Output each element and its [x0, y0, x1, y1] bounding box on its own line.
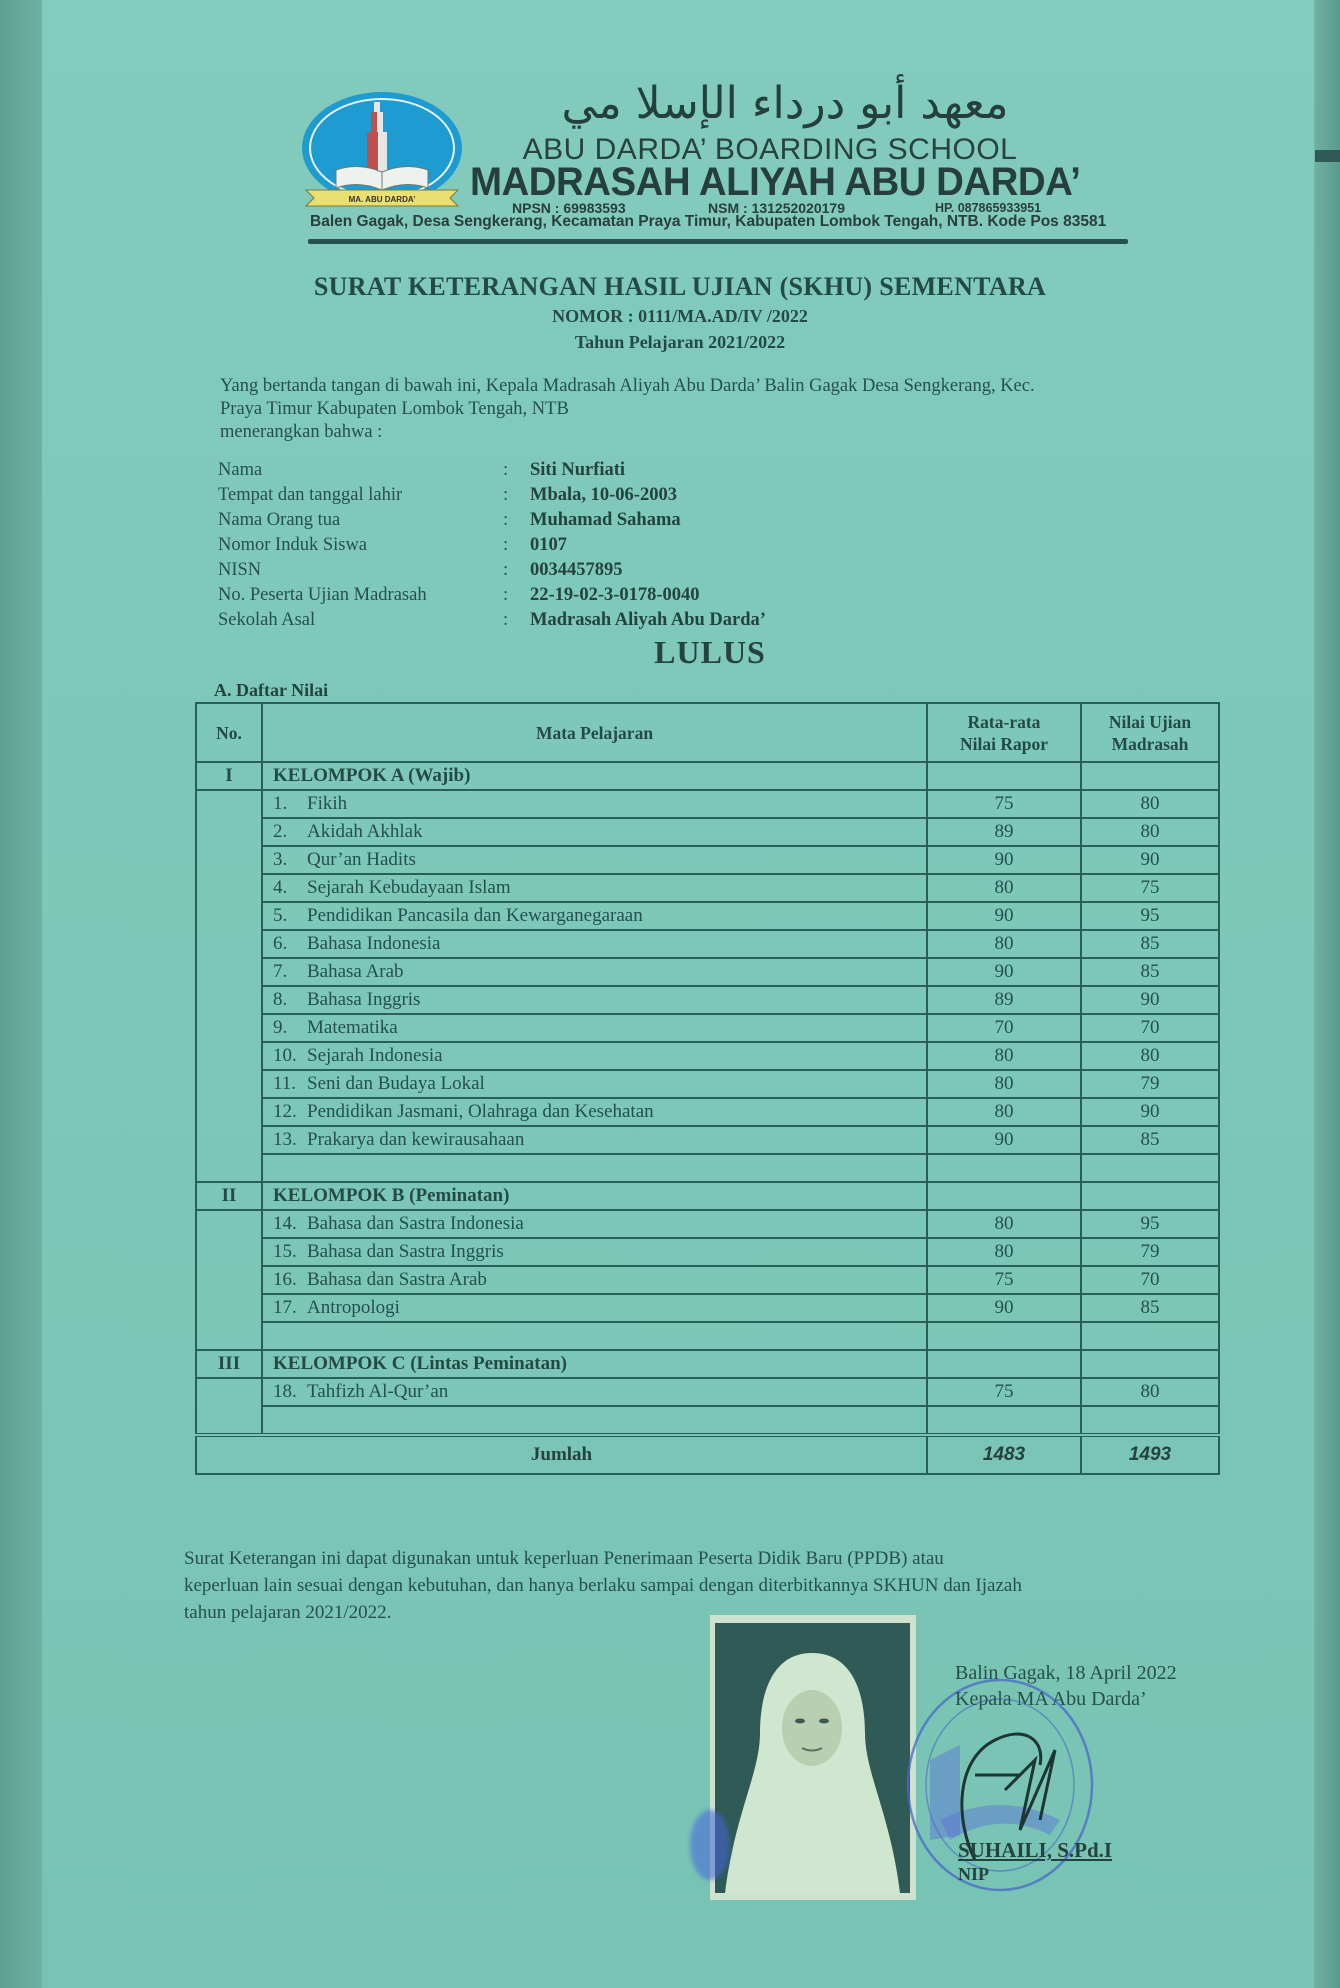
rapor-score: 89: [927, 986, 1081, 1014]
subject-cell: [262, 1042, 927, 1070]
note-line: tahun pelajaran 2021/2022.: [184, 1602, 392, 1623]
subject-cell: [262, 1098, 927, 1126]
subject-name: Pendidikan Jasmani, Olahraga dan Kesehatan: [307, 1101, 654, 1122]
subject-number: 9.: [273, 1017, 288, 1038]
subject-cell: [262, 1014, 927, 1042]
empty-cell: [927, 1406, 1081, 1435]
rapor-score: 89: [927, 818, 1081, 846]
empty-row: [196, 1154, 1219, 1182]
identity-value: 22-19-02-3-0178-0040: [530, 585, 700, 605]
ujian-score: 85: [1081, 1126, 1219, 1154]
identity-label: Tempat dan tanggal lahir: [218, 485, 403, 505]
empty-cell: [1081, 1154, 1219, 1182]
academic-year: Tahun Pelajaran 2021/2022: [574, 332, 786, 352]
letterhead-divider: [308, 239, 1128, 244]
subject-name: Qur’an Hadits: [307, 849, 416, 870]
ujian-score: 70: [1081, 1014, 1219, 1042]
document-number: NOMOR : 0111/MA.AD/IV /2022: [552, 306, 808, 326]
subject-name: Matematika: [307, 1017, 398, 1038]
empty-cell: [1081, 1322, 1219, 1350]
subject-number: 17.: [273, 1297, 297, 1318]
identity-label: Nama Orang tua: [218, 510, 341, 530]
subject-name: Sejarah Kebudayaan Islam: [307, 877, 511, 898]
header-ujian-line1: Nilai Ujian: [1108, 711, 1192, 732]
subject-name: Sejarah Indonesia: [307, 1045, 443, 1066]
subject-number: 2.: [273, 821, 288, 842]
intro-paragraph: [220, 375, 1180, 444]
colon: :: [503, 485, 509, 505]
table-row: [196, 818, 1219, 846]
ujian-score: 80: [1081, 790, 1219, 818]
subject-name: Akidah Akhlak: [307, 821, 423, 842]
subject-cell: [262, 1238, 927, 1266]
empty-row: [196, 1322, 1219, 1350]
document-title: SURAT KETERANGAN HASIL UJIAN (SKHU) SEMENTARA: [313, 272, 1047, 301]
table-row: [196, 790, 1219, 818]
subject-number: 13.: [273, 1129, 297, 1150]
subject-number: 1.: [273, 793, 288, 814]
subject-name: Prakarya dan kewirausahaan: [307, 1129, 525, 1150]
colon: :: [503, 560, 509, 580]
identity-value: 0107: [530, 535, 567, 555]
empty-cell: [927, 1154, 1081, 1182]
usage-note: [184, 1545, 1204, 1626]
rapor-score: 75: [927, 790, 1081, 818]
ujian-score: 90: [1081, 986, 1219, 1014]
rapor-score: 75: [927, 1266, 1081, 1294]
ujian-score: 80: [1081, 1042, 1219, 1070]
background-left: [0, 0, 45, 1988]
graduation-status: LULUS: [654, 634, 766, 670]
signer-nip: NIP: [958, 1864, 989, 1884]
group-span-cell: [196, 790, 262, 1182]
rapor-score: 90: [927, 1126, 1081, 1154]
header-ujian: [1081, 703, 1219, 762]
subject-name: Antropologi: [307, 1297, 400, 1318]
header-subject: Mata Pelajaran: [262, 703, 927, 762]
subject-number: 8.: [273, 989, 288, 1010]
subject-cell: [262, 846, 927, 874]
ujian-score: 79: [1081, 1070, 1219, 1098]
rapor-score: 90: [927, 1294, 1081, 1322]
table-row: [196, 846, 1219, 874]
colon: :: [503, 610, 509, 630]
table-row: [196, 1378, 1219, 1406]
place-date: Balin Gagak, 18 April 2022: [955, 1662, 1177, 1684]
identity-value: Muhamad Sahama: [530, 510, 681, 530]
subject-number: 10.: [273, 1045, 297, 1066]
empty-cell: [262, 1154, 927, 1182]
subject-name: Tahfizh Al-Qur’an: [307, 1381, 449, 1402]
subject-number: 12.: [273, 1101, 297, 1122]
rapor-score: 80: [927, 930, 1081, 958]
ujian-score: 90: [1081, 1098, 1219, 1126]
colon: :: [503, 585, 509, 605]
subject-number: 15.: [273, 1241, 297, 1262]
total-rapor: 1483: [927, 1435, 1081, 1474]
group-rapor-empty: [927, 762, 1081, 790]
ujian-score: 79: [1081, 1238, 1219, 1266]
table-row: [196, 1070, 1219, 1098]
table-row: [196, 1014, 1219, 1042]
table-row: [196, 874, 1219, 902]
header-rapor-line2: Nilai Rapor: [960, 733, 1048, 754]
background-right: [1315, 0, 1340, 1988]
subject-cell: [262, 1210, 927, 1238]
subject-cell: [262, 1266, 927, 1294]
group-ujian-empty: [1081, 762, 1219, 790]
group-name: KELOMPOK B (Peminatan): [262, 1182, 927, 1210]
group-ujian-empty: [1081, 1350, 1219, 1378]
rapor-score: 80: [927, 1042, 1081, 1070]
subject-cell: [262, 1126, 927, 1154]
subject-number: 14.: [273, 1213, 297, 1234]
rapor-score: 80: [927, 1210, 1081, 1238]
subject-number: 5.: [273, 905, 288, 926]
subject-name: Bahasa Inggris: [307, 989, 421, 1010]
subject-cell: [262, 902, 927, 930]
rapor-score: 80: [927, 1098, 1081, 1126]
ujian-score: 85: [1081, 1294, 1219, 1322]
empty-cell: [1081, 1406, 1219, 1435]
empty-row: [196, 1406, 1219, 1435]
school-subtitle: ABU DARDA’ BOARDING SCHOOL: [522, 133, 1018, 166]
header-ujian-line2: Madrasah: [1111, 733, 1189, 754]
table-row: [196, 1126, 1219, 1154]
subject-name: Bahasa Arab: [307, 961, 404, 982]
subject-cell: [262, 1070, 927, 1098]
subject-number: 4.: [273, 877, 288, 898]
school-address: Balen Gagak, Desa Sengkerang, Kecamatan Praya Timur, Kabupaten Lombok Tengah, NTB. Kode Pos 83581: [310, 213, 1107, 230]
intro-line: Praya Timur Kabupaten Lombok Tengah, NTB: [220, 399, 569, 419]
subject-cell: [262, 818, 927, 846]
identity-label: Nomor Induk Siswa: [218, 535, 368, 555]
stamp-ink-mark: [690, 1810, 730, 1880]
table-row: [196, 1210, 1219, 1238]
group-span-cell: [196, 1378, 262, 1435]
group-rapor-empty: [927, 1350, 1081, 1378]
subject-cell: [262, 958, 927, 986]
group-name: KELOMPOK C (Lintas Peminatan): [262, 1350, 927, 1378]
intro-line: Yang bertanda tangan di bawah ini, Kepala Madrasah Aliyah Abu Darda’ Balin Gagak Desa Sengkerang, Kec.: [220, 376, 1035, 396]
header-no: No.: [196, 703, 262, 762]
ujian-score: 80: [1081, 1378, 1219, 1406]
background-edge: [1315, 150, 1340, 162]
subject-name: Bahasa dan Sastra Indonesia: [307, 1213, 524, 1234]
colon: :: [503, 460, 509, 480]
subject-cell: [262, 986, 927, 1014]
subject-cell: [262, 930, 927, 958]
group-span-cell: [196, 1210, 262, 1350]
group-name: KELOMPOK A (Wajib): [262, 762, 927, 790]
subject-name: Pendidikan Pancasila dan Kewarganegaraan: [307, 905, 643, 926]
ujian-score: 80: [1081, 818, 1219, 846]
identity-label: No. Peserta Ujian Madrasah: [218, 585, 427, 605]
student-photo: [710, 1615, 916, 1900]
signer-role: Kepala MA Abu Darda’: [955, 1688, 1147, 1710]
group-rapor-empty: [927, 1182, 1081, 1210]
grades-section-label: A. Daftar Nilai: [214, 680, 329, 700]
ujian-score: 75: [1081, 874, 1219, 902]
person-photo-icon: [715, 1623, 910, 1893]
table-row: [196, 1266, 1219, 1294]
subject-number: 11.: [273, 1073, 297, 1094]
rapor-score: 80: [927, 874, 1081, 902]
subject-cell: [262, 1378, 927, 1406]
empty-cell: [262, 1406, 927, 1435]
subject-name: Bahasa dan Sastra Inggris: [307, 1241, 504, 1262]
header-rapor-line1: Rata-rata: [967, 711, 1041, 732]
svg-text:MA. ABU DARDA’: MA. ABU DARDA’: [348, 195, 416, 204]
nsm: NSM : 131252020179: [708, 200, 845, 216]
rapor-score: 80: [927, 1070, 1081, 1098]
ujian-score: 85: [1081, 958, 1219, 986]
subject-cell: [262, 790, 927, 818]
table-row: [196, 1098, 1219, 1126]
subject-number: 16.: [273, 1269, 297, 1290]
rapor-score: 70: [927, 1014, 1081, 1042]
group-number: I: [196, 762, 262, 790]
rapor-score: 75: [927, 1378, 1081, 1406]
subject-number: 18.: [273, 1381, 297, 1402]
total-ujian: 1493: [1081, 1435, 1219, 1474]
grades-body: [196, 762, 1219, 1435]
colon: :: [503, 535, 509, 555]
header-rapor: [927, 703, 1081, 762]
subject-number: 6.: [273, 933, 288, 954]
group-row: [196, 1182, 1219, 1210]
ujian-score: 85: [1081, 930, 1219, 958]
grades-table: [195, 702, 1220, 1475]
subject-name: Seni dan Budaya Lokal: [307, 1073, 485, 1094]
group-row: [196, 762, 1219, 790]
subject-name: Fikih: [307, 793, 348, 814]
table-header-row: [196, 703, 1219, 762]
subject-number: 3.: [273, 849, 288, 870]
identity-value: Mbala, 10-06-2003: [530, 485, 677, 505]
ujian-score: 90: [1081, 846, 1219, 874]
identity-value: 0034457895: [530, 560, 623, 580]
ujian-score: 70: [1081, 1266, 1219, 1294]
table-row: [196, 958, 1219, 986]
subject-name: Bahasa dan Sastra Arab: [307, 1269, 487, 1290]
subject-cell: [262, 874, 927, 902]
rapor-score: 80: [927, 1238, 1081, 1266]
group-row: [196, 1350, 1219, 1378]
group-number: II: [196, 1182, 262, 1210]
school-name: MADRASAH ALIYAH ABU DARDA’: [470, 160, 1081, 204]
identity-label: Nama: [218, 460, 263, 480]
subject-name: Bahasa Indonesia: [307, 933, 441, 954]
photo-background: [715, 1623, 910, 1893]
table-row: [196, 1042, 1219, 1070]
phone: HP. 087865933951: [935, 201, 1042, 215]
identity-label: NISN: [218, 560, 262, 580]
table-row: [196, 1294, 1219, 1322]
identity-label: Sekolah Asal: [218, 610, 316, 630]
table-row: [196, 902, 1219, 930]
ujian-score: 95: [1081, 1210, 1219, 1238]
note-line: keperluan lain sesuai dengan kebutuhan, dan hanya berlaku sampai dengan diterbitkannya SKHUN dan Ijazah: [184, 1575, 1022, 1596]
colon: :: [503, 510, 509, 530]
table-row: [196, 930, 1219, 958]
rapor-score: 90: [927, 958, 1081, 986]
total-label: Jumlah: [196, 1435, 927, 1474]
total-row: [196, 1435, 1219, 1474]
empty-cell: [262, 1322, 927, 1350]
intro-line: menerangkan bahwa :: [220, 422, 383, 442]
empty-cell: [927, 1322, 1081, 1350]
rapor-score: 90: [927, 902, 1081, 930]
subject-number: 7.: [273, 961, 288, 982]
identity-value: Siti Nurfiati: [530, 460, 626, 480]
table-row: [196, 986, 1219, 1014]
identity-value: Madrasah Aliyah Abu Darda’: [530, 610, 766, 630]
table-row: [196, 1238, 1219, 1266]
group-number: III: [196, 1350, 262, 1378]
ujian-score: 95: [1081, 902, 1219, 930]
rapor-score: 90: [927, 846, 1081, 874]
note-line: Surat Keterangan ini dapat digunakan untuk keperluan Penerimaan Peserta Didik Baru (PPDB) atau: [184, 1548, 944, 1569]
subject-cell: [262, 1294, 927, 1322]
arabic-school-name: معهد أبو درداء الإسلا مي: [561, 78, 1009, 129]
signer-name: SUHAILI, S.Pd.I: [958, 1838, 1113, 1862]
npsn: NPSN : 69983593: [512, 200, 626, 216]
group-ujian-empty: [1081, 1182, 1219, 1210]
